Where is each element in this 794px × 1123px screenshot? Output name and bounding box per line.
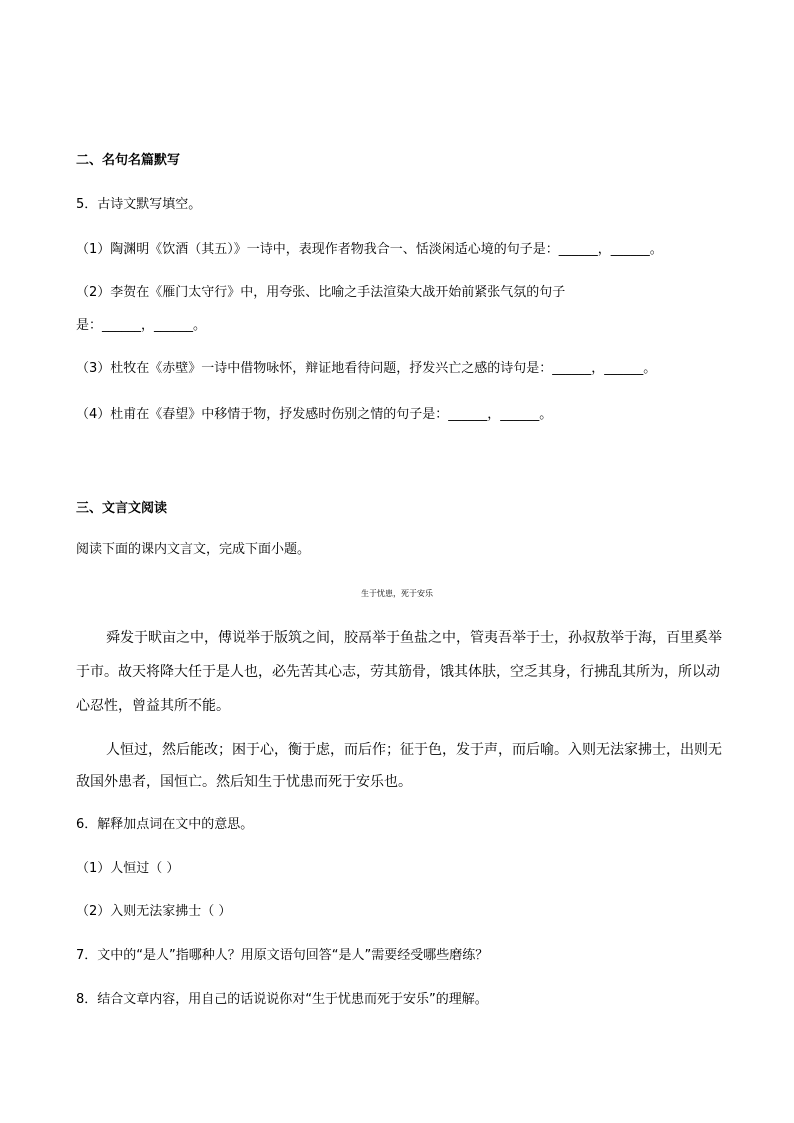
question-5-item-1: （1）陶渊明《饮酒（其五）》一诗中，表现作者物我合一、恬淡闲适心境的句子是：______，______。: [76, 242, 663, 257]
question-5-stem: 5．古诗文默写填空。: [76, 197, 202, 212]
question-7: 7．文中的“是人”指哪种人？用原文语句回答“是人”需要经受哪些磨练？: [76, 948, 489, 963]
question-6-stem: 6．解释加点词在文中的意思。: [76, 817, 254, 832]
passage-title: 生于忧患，死于安乐: [361, 589, 433, 598]
section-heading-recitation: 二、名句名篇默写: [76, 153, 181, 168]
passage-paragraph-1-line-2: 于市。故天将降大任于是人也，必先苦其心志，劳其筋骨，饿其体肤，空乏其身，行拂乱其所为，所以动: [76, 664, 720, 680]
question-5-item-3: （3）杜牧在《赤壁》一诗中借物咏怀，辩证地看待问题，抒发兴亡之感的诗句是：______，______。: [76, 361, 657, 376]
reading-intro: 阅读下面的课内文言文，完成下面小题。: [76, 542, 311, 557]
question-6-item-1: （1）人恒过（ ）: [76, 861, 180, 876]
passage-paragraph-2-line-1: 人恒过，然后能改；困于心，衡于虑，而后作；征于色，发于声，而后喻。入则无法家拂士，出则无: [106, 742, 722, 758]
passage-paragraph-2-line-2: 敌国外患者，国恒亡。然后知生于忧患而死于安乐也。: [76, 774, 412, 790]
question-5-item-4: （4）杜甫在《春望》中移情于物，抒发感时伤别之情的句子是：______，______。: [76, 407, 553, 422]
question-5-item-2-continued: 是：______，______。: [76, 318, 207, 333]
question-5-item-2: （2）李贺在《雁门太守行》中，用夸张、比喻之手法渲染大战开始前紧张气氛的句子: [76, 285, 566, 300]
passage-paragraph-1-line-1: 舜发于畎亩之中，傅说举于版筑之间，胶鬲举于鱼盐之中，管夷吾举于士，孙叔敖举于海，百里奚举: [106, 630, 722, 646]
passage-paragraph-1-line-3: 心忍性，曾益其所不能。: [76, 698, 230, 714]
question-8: 8．结合文章内容，用自己的话说说你对“生于忧患而死于安乐”的理解。: [76, 992, 488, 1007]
question-6-item-2: （2）入则无法家拂士（ ）: [76, 904, 232, 919]
section-heading-classical-reading: 三、文言文阅读: [76, 501, 168, 516]
